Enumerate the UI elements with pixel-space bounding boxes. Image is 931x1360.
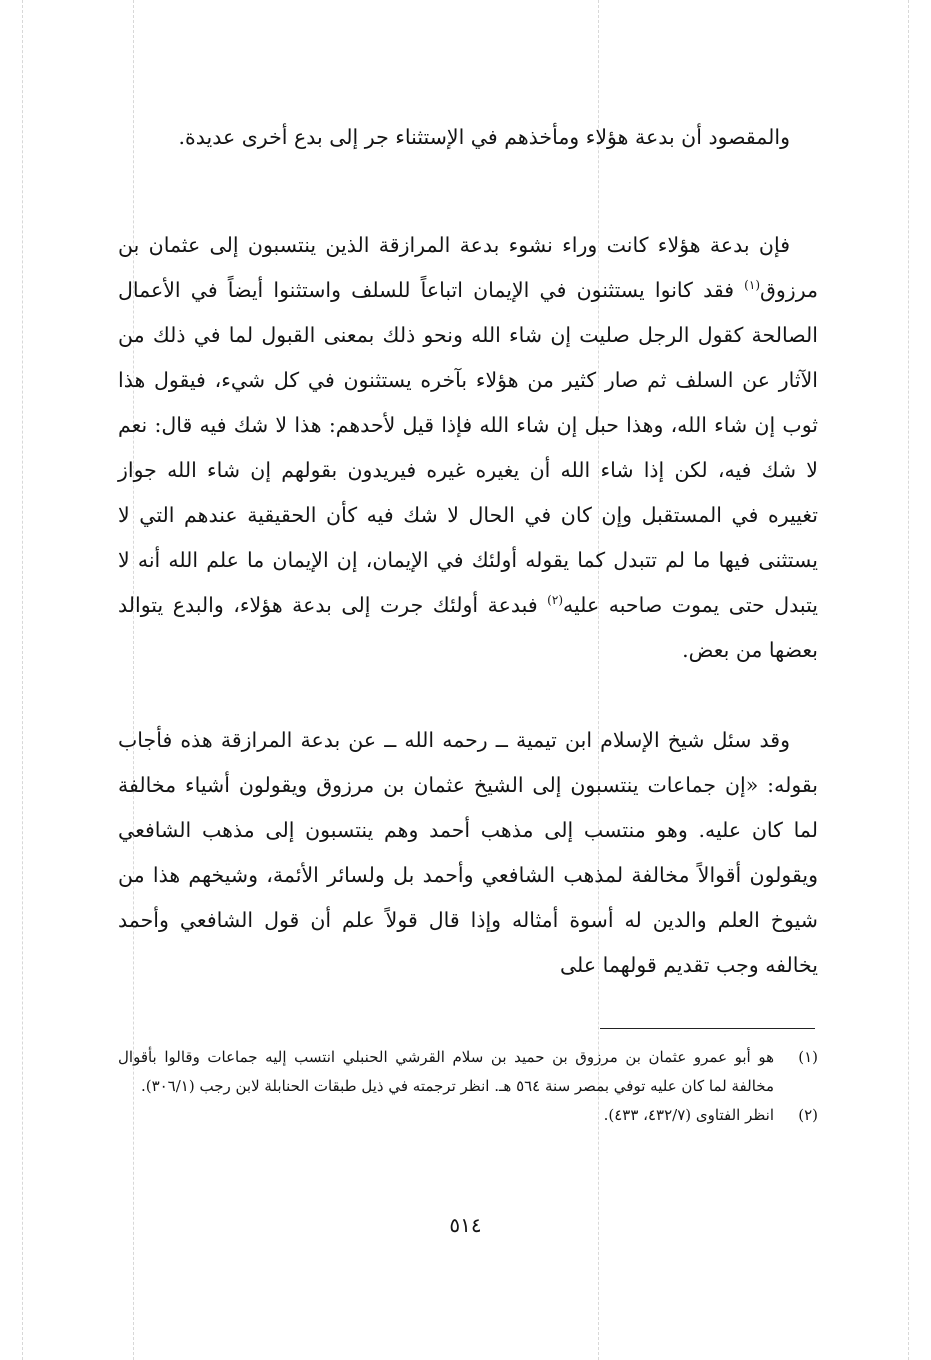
footnote-separator — [600, 1028, 815, 1029]
scan-guide-line — [22, 0, 23, 1360]
paragraph-2-text-a: فإن بدعة هؤلاء كانت وراء نشوء بدعة المرازقة الذين ينتسبون إلى عثمان بن مرزوق — [118, 233, 818, 302]
paragraph-2-text-b: فقد كانوا يستثنون في الإيمان اتباعاً للسلف واستثنوا أيضاً في الأعمال الصالحة كقول الرجل صليت إن شاء الله ونحو ذلك بمعنى القبول لما في ذلك من الآثار عن السلف ثم صار كثير من هؤلاء بآخره يستثنون في كل شيء، فيقول هذا ثوب إن شاء الله، وهذا حبل إن شاء الله فإذا قيل لأحدهم: هذا لا شك فيه قال: نعم لا شك فيه، لكن إذا شاء الله أن يغيره غيره فيريدون بقولهم إن شاء الله جواز تغييره في المستقبل وإن كان في الحال لا شك فيه كأن الحقيقية عندهم التي لا يستثنى فيها ما لم تتبدل كما يقوله أولئك في الإيمان، إن الإيمان ما علم الله أنه لا يتبدل حتى يموت صاحبه عليه — [118, 278, 818, 617]
footnote-ref-1[interactable]: (١) — [744, 278, 760, 293]
footnote-2 — [118, 1101, 818, 1130]
paragraph-1: والمقصود أن بدعة هؤلاء ومأخذهم في الإستثناء جر إلى بدع أخرى عديدة. — [178, 125, 790, 149]
page-number: ٥١٤ — [449, 1213, 482, 1237]
footnote-1 — [118, 1043, 818, 1101]
scan-guide-line — [133, 0, 134, 1360]
footnote-number: (١) — [798, 1048, 818, 1066]
footnote-text: انظر الفتاوى (٤٣٢/٧، ٤٣٣). — [603, 1106, 774, 1124]
scan-guide-line — [598, 0, 599, 1360]
footnote-number: (٢) — [798, 1106, 818, 1124]
paragraph-3: وقد سئل شيخ الإسلام ابن تيمية ــ رحمه الله ــ عن بدعة المرازقة هذه فأجاب بقوله: «إن جماعات ينتسبون إلى الشيخ عثمان بن مرزوق ويقولون أشياء مخالفة لما كان عليه. وهو منتسب إلى مذهب أحمد وهم ينتسبون إلى مذهب الشافعي ويقولون أقوالاً مخالفة لمذهب الشافعي وأحمد بل ولسائر الأئمة، وشيخهم هذا من شيوخ العلم والدين له أسوة أمثاله وإذا قال قولاً علم أن قول الشافعي وأحمد يخالفه وجب تقديم قولهما على — [118, 728, 818, 977]
paragraph-2-text-c: فبدعة أولئك جرت إلى بدعة هؤلاء، والبدع يتوالد بعضها من بعض. — [118, 593, 818, 662]
footnote-ref-2[interactable]: (٢) — [547, 593, 563, 608]
paragraph-2 — [118, 223, 818, 673]
scan-guide-line — [908, 0, 909, 1360]
footnotes — [118, 1043, 818, 1130]
footnote-text: هو أبو عمرو عثمان بن مرزوق بن حميد بن سلام القرشي الحنبلي انتسب إليه جماعات وقالوا بأقوال مخالفة لما كان عليه توفي بمصر سنة ٥٦٤ هـ. انظر ترجمته في ذيل طبقات الحنابلة لابن رجب (٣٠٦/١). — [118, 1048, 774, 1095]
